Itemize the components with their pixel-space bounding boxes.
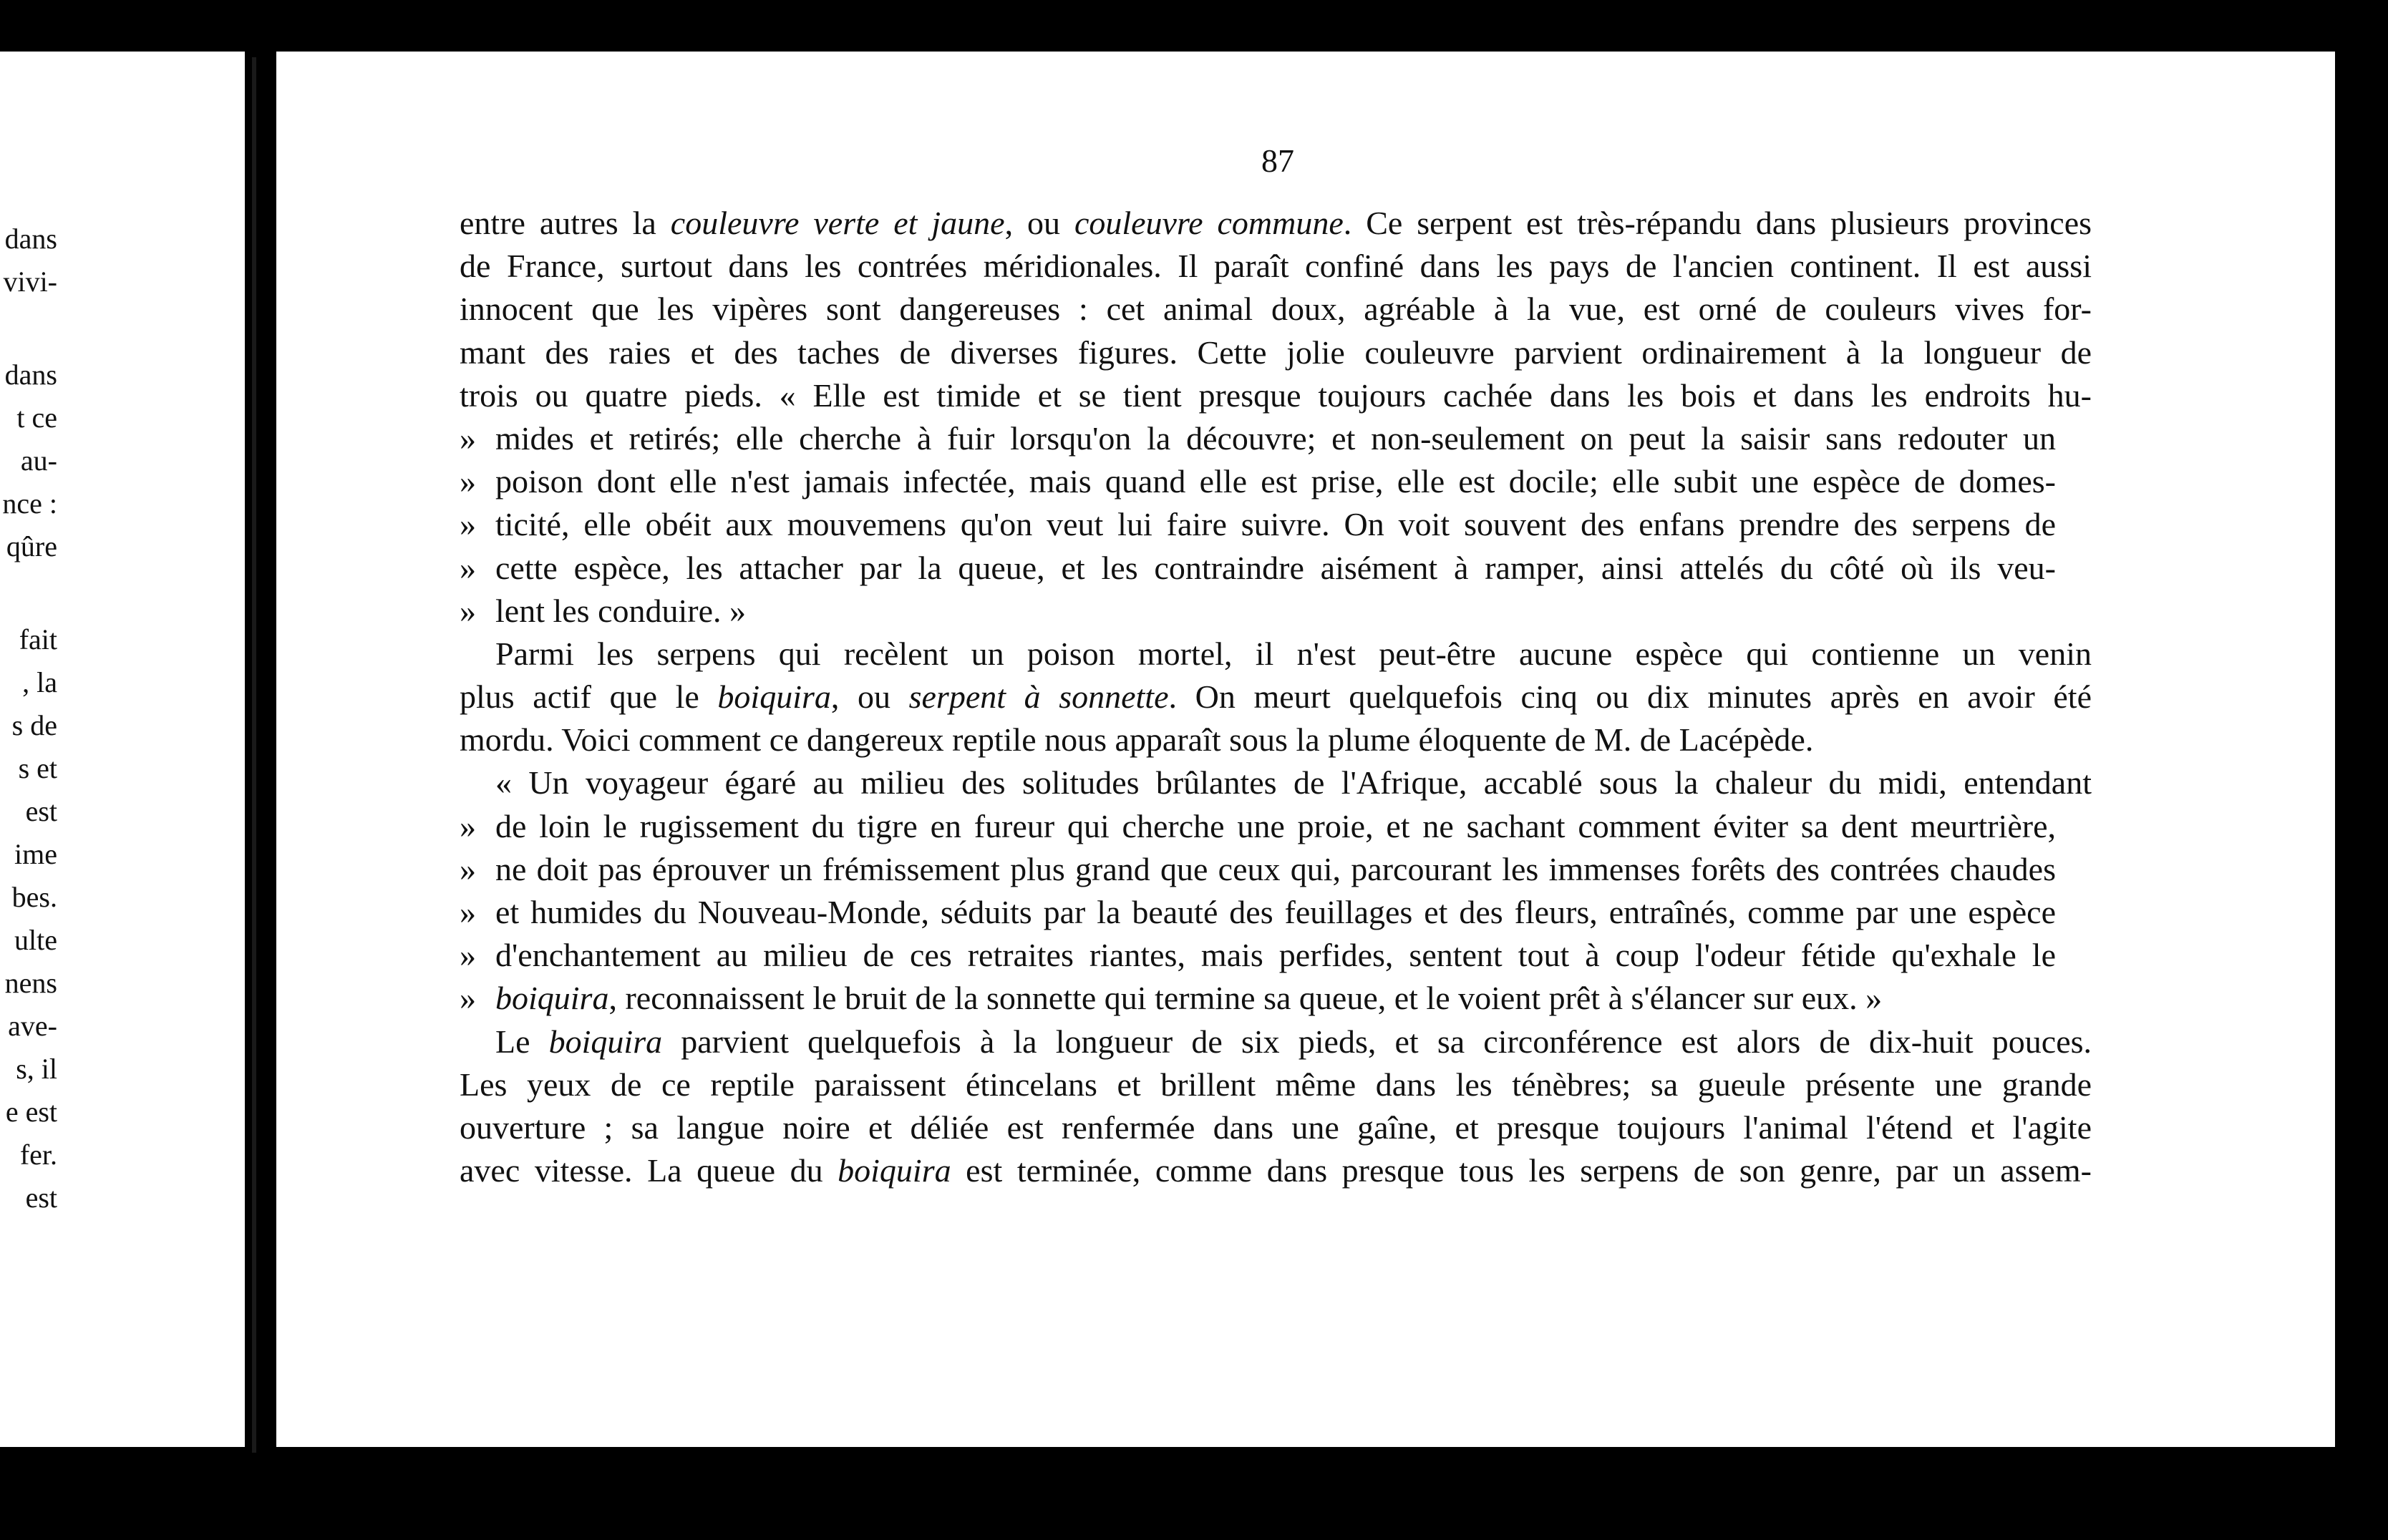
left-page-fragment: s, il <box>16 1053 57 1085</box>
quote-mark: » <box>460 850 476 887</box>
text-run: Parmi les serpens qui recèlent un poison mortel, il n'est peut-être aucune espèce qui contienne un venin <box>495 635 2092 672</box>
text-line <box>460 805 2056 848</box>
left-page-fragment: ave- <box>8 1010 57 1042</box>
left-page-fragment: dans <box>4 359 57 391</box>
text-run: mides et retirés; elle cherche à fuir lorsqu'on la découvre; et non-seulement on peut la saisir sans redouter un <box>495 419 2056 457</box>
text-line <box>460 374 2092 417</box>
text-line <box>460 460 2056 503</box>
left-page-fragment: qûre <box>6 530 57 562</box>
left-page-fragment: bes. <box>11 881 57 913</box>
left-page-fragment: s et <box>18 752 57 784</box>
text-run: trois ou quatre pieds. « Elle est timide et se tient presque toujours cachée dans les bois et dans les endroits hu- <box>460 376 2092 414</box>
text-run: lent les conduire. » <box>495 592 747 629</box>
text-line <box>460 761 2092 804</box>
book-gutter <box>245 29 276 1468</box>
text-run: . On meurt quelquefois cinq ou dix minutes après en avoir été <box>1168 678 2092 716</box>
italic-term: boiquira <box>838 1152 951 1189</box>
left-page-fragment: vivi- <box>3 265 57 298</box>
text-line <box>460 245 2092 288</box>
left-page-fragment: , la <box>22 666 57 698</box>
left-page-fragment: s de <box>11 709 57 741</box>
scan-border-bottom <box>0 1447 2388 1540</box>
text-run: , ou <box>1004 205 1074 241</box>
text-run: entre autres la <box>460 205 671 241</box>
left-page-fragment: dans <box>4 223 57 255</box>
text-line <box>460 288 2092 331</box>
left-page-fragment: est <box>25 1181 57 1214</box>
text-run: est terminée, comme dans presque tous les serpens de son genre, par un assem- <box>951 1152 2092 1189</box>
page-number: 87 <box>1261 142 1294 179</box>
text-run: , ou <box>830 678 909 716</box>
text-run: Le <box>495 1023 549 1060</box>
gutter-shadow-line <box>252 57 256 1453</box>
text-line <box>460 417 2056 460</box>
text-line <box>460 547 2056 590</box>
italic-term: couleuvre commune <box>1074 205 1344 241</box>
text-run: et humides du Nouveau-Monde, séduits par la beauté des feuillages et des fleurs, entraînés, comme par une espèce <box>495 894 2056 930</box>
left-page-fragment: fer. <box>19 1139 57 1171</box>
text-line <box>460 891 2056 934</box>
text-run: mant des raies et des taches de diverses figures. Cette jolie couleuvre parvient ordinairement à la longueur de <box>460 333 2092 371</box>
text-run: de France, surtout dans les contrées méridionales. Il paraît confiné dans les pays de l'ancien continent. Il est aussi <box>460 248 2092 285</box>
text-line <box>460 633 2092 676</box>
text-line <box>460 676 2092 718</box>
page-body-text <box>460 202 2092 1192</box>
text-line <box>460 331 2092 374</box>
italic-term: boiquira <box>717 678 831 716</box>
left-page-fragment: ime <box>14 838 57 870</box>
quote-mark: » <box>460 419 476 457</box>
left-page-fragment: fait <box>19 623 57 656</box>
left-page-fragment: nens <box>4 967 57 999</box>
text-run: avec vitesse. La queue du <box>460 1152 838 1189</box>
text-run: parvient quelquefois à la longueur de six pieds, et sa circonférence est alors de dix-huit pouces. <box>662 1023 2092 1060</box>
text-run: , reconnaissent le bruit de la sonnette qui termine sa queue, et le voient prêt à s'élancer sur eux. » <box>608 980 1883 1017</box>
italic-term: boiquira <box>548 1023 663 1060</box>
quote-mark: » <box>460 549 476 586</box>
text-run: . Ce serpent est très-répandu dans plusieurs provinces <box>1343 205 2092 241</box>
text-run: de loin le rugissement du tigre en fureur qui cherche une proie, et ne sachant comment éviter sa dent meurtrière, <box>495 807 2056 844</box>
text-run: ne doit pas éprouver un frémissement plus grand que ceux qui, parcourant les immenses forêts des contrées chaudes <box>495 850 2056 887</box>
text-line <box>460 848 2056 891</box>
text-run: mordu. Voici comment ce dangereux reptile nous apparaît sous la plume éloquente de M. de Lacépède. <box>460 721 1814 759</box>
text-line <box>460 977 2056 1020</box>
text-line <box>460 1106 2092 1149</box>
text-line <box>460 1020 2092 1063</box>
text-run: « Un voyageur égaré au milieu des solitudes brûlantes de l'Afrique, accablé sous la chaleur du midi, entendant <box>495 764 2092 801</box>
left-page-fragment: e est <box>5 1096 57 1128</box>
text-run: cette espèce, les attacher par la queue, et les contraindre aisément à ramper, ainsi attelés du côté où ils veu- <box>495 549 2056 586</box>
text-line <box>460 1149 2092 1192</box>
quote-mark: » <box>460 463 476 500</box>
left-page-fragment: est <box>25 795 57 827</box>
text-line <box>460 1063 2092 1106</box>
quote-mark: » <box>460 894 476 930</box>
left-page-fragment: t ce <box>16 401 57 434</box>
text-line <box>460 202 2092 245</box>
text-run: d'enchantement au milieu de ces retraites riantes, mais perfides, sentent tout à coup l'odeur fétide qu'exhale le <box>495 937 2056 974</box>
quote-mark: » <box>460 592 476 629</box>
left-page-fragment: au- <box>20 444 57 477</box>
scan-border-right <box>2335 0 2388 1540</box>
text-run: ticité, elle obéit aux mouvemens qu'on veut lui faire suivre. On voit souvent des enfans prendre des serpens de <box>495 506 2056 543</box>
text-run: plus actif que le <box>460 678 718 716</box>
text-line <box>460 503 2056 546</box>
italic-term: couleuvre verte et jaune <box>670 205 1005 241</box>
quote-mark: » <box>460 980 476 1017</box>
text-run: Les yeux de ce reptile paraissent étincelans et brillent même dans les ténèbres; sa gueule présente une grande <box>460 1066 2092 1103</box>
text-line <box>460 590 2056 633</box>
text-line <box>460 718 2092 761</box>
text-run: ouverture ; sa langue noire et déliée est renfermée dans une gaîne, et presque toujours l'animal l'étend et l'agite <box>460 1108 2092 1146</box>
quote-mark: » <box>460 937 476 974</box>
italic-term: serpent à sonnette <box>908 678 1169 716</box>
quote-mark: » <box>460 807 476 844</box>
left-page-fragment: ulte <box>14 924 57 956</box>
quote-mark: » <box>460 506 476 543</box>
text-line <box>460 934 2056 977</box>
text-run: poison dont elle n'est jamais infectée, mais quand elle est prise, elle est docile; elle subit une espèce de domes- <box>495 463 2056 500</box>
left-page-fragment: nce : <box>2 487 57 520</box>
italic-term: boiquira <box>495 980 609 1017</box>
scan-border-top <box>0 0 2388 52</box>
text-run: innocent que les vipères sont dangereuses : cet animal doux, agréable à la vue, est orné de couleurs vives for- <box>460 291 2092 328</box>
